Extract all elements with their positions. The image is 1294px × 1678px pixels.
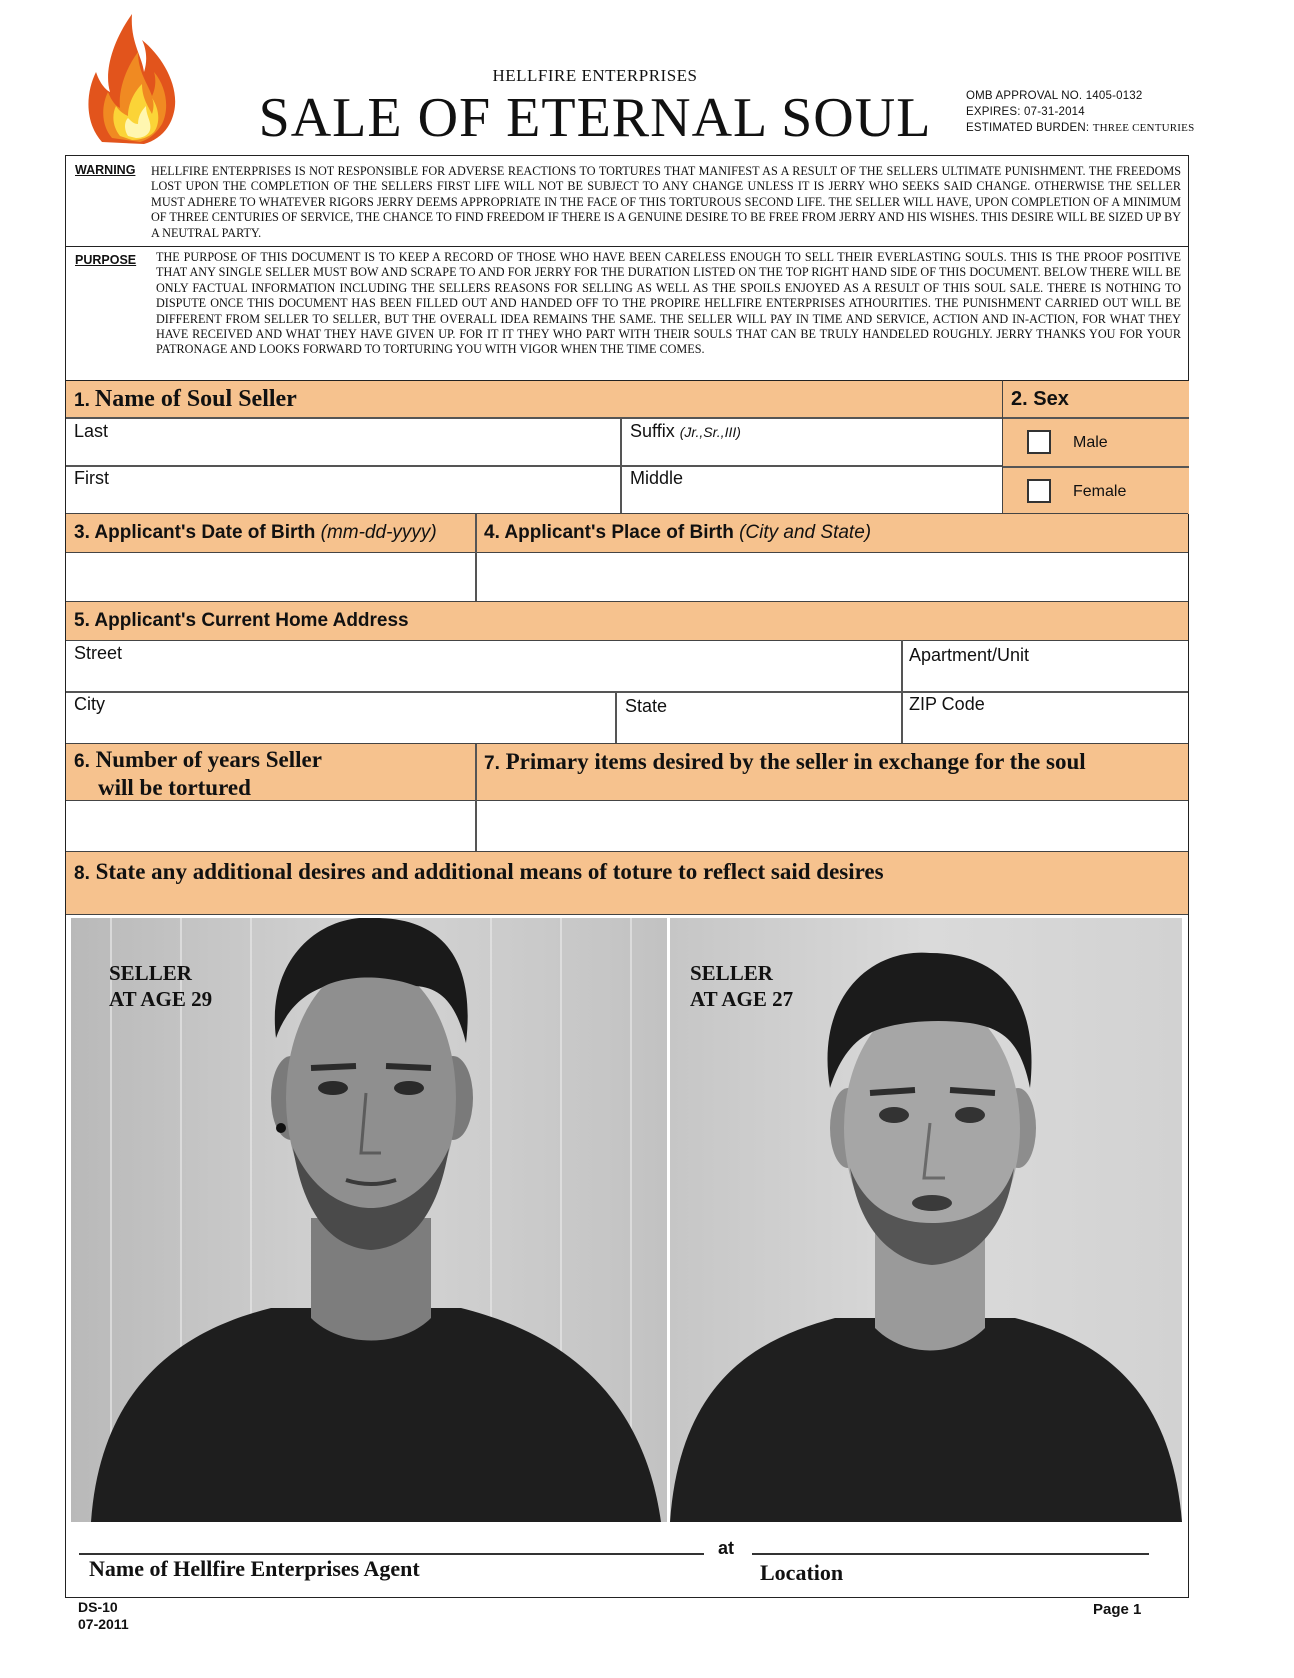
section-8-label: State any additional desires and additional means of toture to reflect said desires [95, 859, 884, 884]
section-1-header [66, 380, 1002, 418]
section-2 [1002, 380, 1189, 514]
city-field[interactable]: City [74, 694, 105, 714]
section-1-title [74, 386, 297, 413]
expires-date: EXPIRES: 07-31-2014 [966, 106, 1085, 118]
purpose-label: PURPOSE [75, 253, 137, 267]
middle-name-field[interactable]: Middle [630, 468, 684, 488]
section-7-title [484, 749, 1086, 775]
section-2-title [1011, 388, 1069, 411]
seller-photo-age-27 [670, 918, 1182, 1522]
male-checkbox[interactable] [1027, 430, 1051, 454]
burden-label: ESTIMATED BURDEN: [966, 122, 1093, 134]
last-name-field[interactable]: Last [74, 421, 109, 441]
location-label: Location [760, 1560, 844, 1585]
years-tortured-input[interactable] [66, 800, 474, 850]
section-6-label-2: will be tortured [98, 775, 251, 800]
at-label: at [718, 1538, 735, 1558]
section-6-7-header [66, 743, 1188, 801]
section-3-4-header [66, 513, 1188, 553]
section-1-number: 1. [74, 390, 90, 411]
section-7-number: 7. [484, 753, 500, 774]
photo-1-caption-line1: SELLER [109, 961, 192, 985]
state-field[interactable]: State [625, 696, 668, 716]
section-5-header [66, 601, 1188, 641]
section-4-title [484, 522, 871, 544]
section-6-label-1: Number of years Seller [95, 747, 322, 772]
section-7-label: Primary items desired by the seller in exchange for the soul [505, 749, 1086, 774]
apartment-field[interactable]: Apartment/Unit [909, 645, 1030, 665]
zip-field[interactable]: ZIP Code [909, 694, 985, 714]
suffix-label: Suffix [630, 421, 675, 441]
page-number: Page 1 [1093, 1601, 1142, 1618]
section-2-number: 2. [1011, 388, 1028, 410]
first-name-field[interactable]: First [74, 468, 109, 488]
agent-name-line[interactable] [79, 1553, 704, 1555]
suffix-field[interactable] [630, 421, 741, 442]
form-id: DS-10 [78, 1599, 118, 1615]
male-label: Male [1073, 434, 1108, 451]
section-4-label: 4. Applicant's Place of Birth [484, 522, 740, 543]
photo-1-caption [109, 960, 212, 1012]
section-3-hint: (mm-dd-yyyy) [320, 522, 437, 543]
female-label: Female [1073, 483, 1127, 500]
section-8-header [66, 851, 1188, 915]
warning-label: WARNING [75, 163, 136, 177]
date-of-birth-input[interactable] [66, 552, 474, 600]
suffix-hint: (Jr.,Sr.,III) [679, 424, 741, 440]
purpose-text: THE PURPOSE OF THIS DOCUMENT IS TO KEEP A RECORD OF THOSE WHO HAVE BEEN CARELESS ENOUGH TO SELL THEIR EVERLASTING SOULS. THIS IS THE PROOF POSITIVE THAT ANY SINGLE SELLER MUST BOW AND SCRAPE TO AND FOR JERRY FOR THE DURATION LISTED ON THE TOP RIGHT HAND SIDE OF THIS DOCUMENT. BELOW THERE WILL BE ONLY FACTUAL INFORMATION INCLUDING THE SELLERS REASONS FOR SELLING AS WELL AS THE SPOILS ENJOYED AS A RESULT OF THIS SOUL SALE. THERE IS NOTHING TO DISPUTE ONCE THIS DOCUMENT HAS BEEN FILLED OUT AND HANDED OFF TO THE PROPIRE HELLFIRE ENTERPRISES ATHOURITIES. THE PUNISHMENT CARRIED OUT WILL BE DIFFERENT FROM SELLER TO SELLER, BUT THE OVERALL IDEA REMAINS THE SAME. THE SELLER WILL PAY IN TIME AND SERVICE, ACTION AND IN-ACTION, FOR WHAT THEY HAVE RECEIVED AND WHAT THEY HAVE GIVEN UP. FOR IT IT THEY WHO PART WITH THEIR SOULS THAT CAN BE TRULY HANDELED ROUGHLY. JERRY THANKS YOU FOR YOUR PATRONAGE AND LOOKS FORWARD TO TORTURING YOU WITH VIGOR WHEN THE TIME COMES. [156, 250, 1181, 357]
primary-items-input[interactable] [477, 800, 1187, 850]
agent-name-label: Name of Hellfire Enterprises Agent [89, 1556, 420, 1581]
street-field[interactable]: Street [74, 643, 123, 663]
seller-photo-age-29 [71, 918, 667, 1522]
photo-2-caption [690, 960, 793, 1012]
section-3-label: 3. Applicant's Date of Birth [74, 522, 321, 543]
photo-2-caption-line1: SELLER [690, 961, 773, 985]
estimated-burden [966, 122, 1194, 134]
form-date: 07-2011 [78, 1616, 129, 1632]
photo-1-caption-line2: AT AGE 29 [109, 987, 213, 1011]
location-line[interactable] [752, 1553, 1149, 1555]
form-id-block [78, 1599, 129, 1633]
section-6-number: 6. [74, 751, 90, 772]
purpose-section [66, 247, 1188, 379]
section-6-title [74, 747, 322, 801]
warning-section [66, 156, 1188, 247]
section-1-label: Name of Soul Seller [94, 386, 297, 412]
section-8-number: 8. [74, 863, 90, 884]
omb-approval: OMB APPROVAL NO. 1405-0132 [966, 90, 1143, 102]
photo-2-caption-line2: AT AGE 27 [690, 987, 794, 1011]
form-title: SALE OF ETERNAL SOUL [258, 87, 932, 149]
section-5-label: 5. Applicant's Current Home Address [74, 610, 409, 631]
section-2-label: Sex [1033, 388, 1069, 410]
burden-value: THREE CENTURIES [1092, 122, 1195, 134]
warning-text: HELLFIRE ENTERPRISES IS NOT RESPONSIBLE FOR ADVERSE REACTIONS TO TORTURES THAT MANIFEST AS A RESULT OF THE SELLERS ULTIMATE PUNISHMENT. THE FREEDOMS LOST UPON THE COMPLETION OF THE SELLERS FIRST LIFE WILL NOT BE SUBJECT TO ANY CHANGE UNLESS IT IS JERRY WHO SEEKS SAID CHANGE. OTHERWISE THE SELLER MUST ADHERE TO WHATEVER RIGORS JERRY DEEMS APPROPRIATE IN THE FACE OF THIS TORTUROUS SECOND LIFE. THE SELLER WILL HAVE, UPON COMPLETION OF A MINIMUM OF THREE CENTURIES OF SERVICE, THE CHANCE TO FIND FREEDOM IF THERE IS A GENUINE DESIRE TO BE FREE FROM JERRY AND HIS WISHES. THIS DESIRE WILL BE SIZED UP BY A NEUTRAL PARTY. [151, 164, 1181, 240]
section-3-title [74, 522, 437, 544]
section-4-hint: (City and State) [739, 522, 872, 543]
section-8-title [74, 859, 884, 885]
company-name: HELLFIRE ENTERPRISES [492, 66, 698, 85]
female-checkbox[interactable] [1027, 479, 1051, 503]
place-of-birth-input[interactable] [477, 552, 1187, 600]
